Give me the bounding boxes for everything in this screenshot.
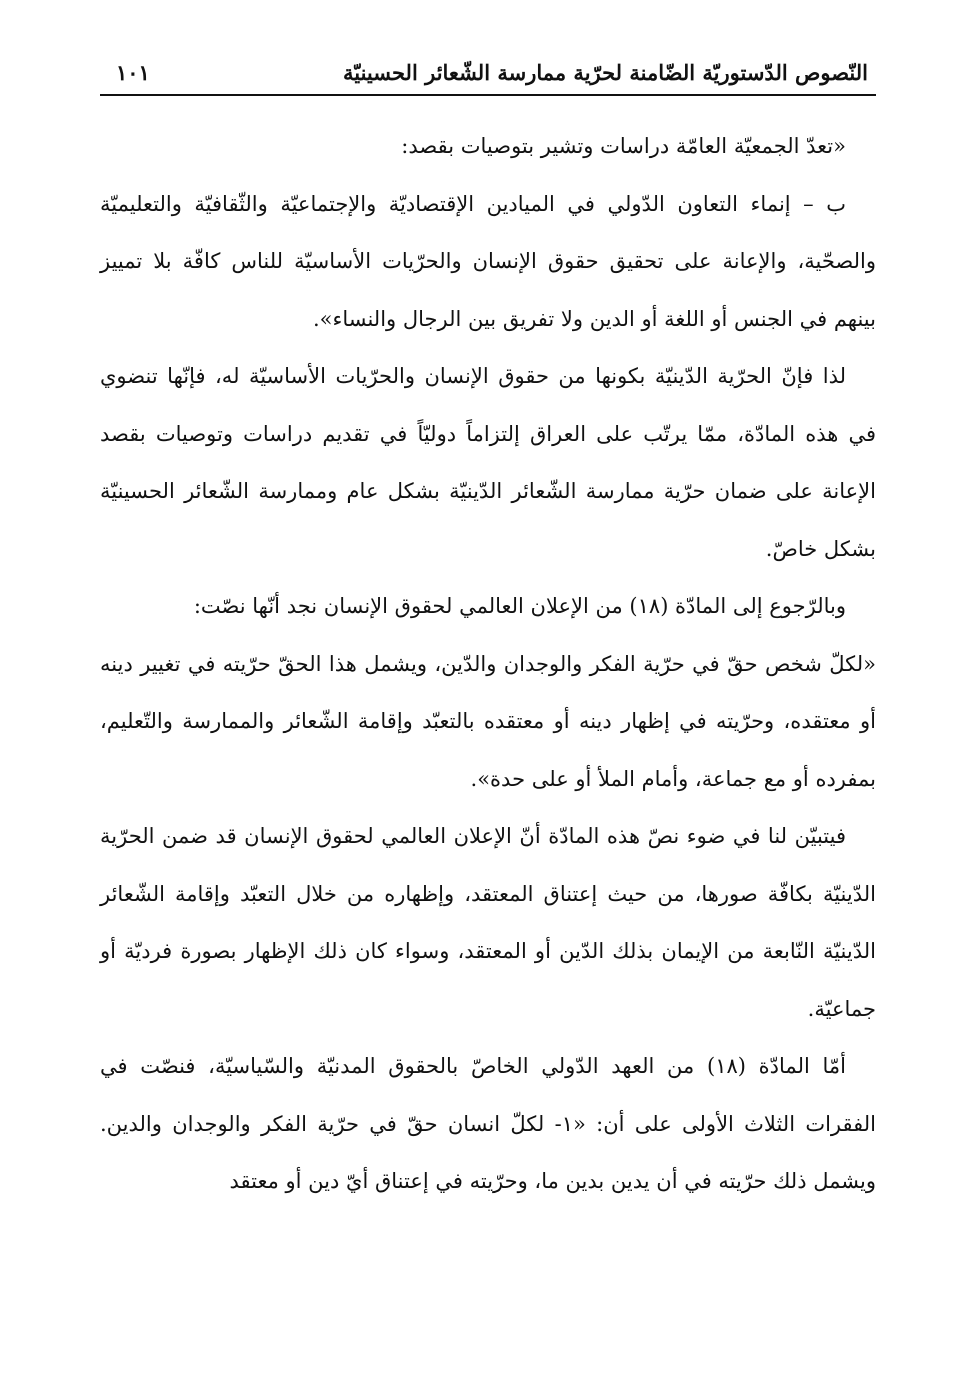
page-header [100, 48, 876, 96]
page-body [100, 118, 876, 1211]
paragraph-article-18-intro: وبالرّجوع إلى المادّة (١٨) من الإعلان العالمي لحقوق الإنسان نجد أنّها نصّت: [193, 594, 846, 618]
paragraph-declaration-analysis: فيتبيّن لنا في ضوء نصّ هذه المادّة أنّ الإعلان العالمي لحقوق الإنسان قد ضمن الحرّية الدّينيّة بكافّة صورها، من حيث إعتناق المعتقد، وإظهاره من خلال التعبّد وإقامة الشّعائر الدّينيّة النّابعة من الإيمان بذلك الدّين أو المعتقد، وسواء كان ذلك الإظهار بصورة فرديّة أو جماعيّة. [100, 824, 876, 1021]
running-title: النّصوص الدّستوريّة الضّامنة لحرّية ممارسة الشّعائر الحسينيّة [343, 60, 868, 85]
paragraph-religious-freedom: لذا فإنّ الحرّية الدّينيّة بكونها من حقوق الإنسان والحرّيات الأساسيّة له، فإنّها تنضوي في هذه المادّة، ممّا يرتّب على العراق إلتزاماً دوليّاً في تقديم دراسات وتوصيات بقصد الإعانة على ضمان حرّية ممارسة الشّعائر الدّينيّة بشكل عام وممارسة الشّعائر الحسينيّة بشكل خاصّ. [100, 364, 876, 561]
paragraph-quote-item-b: ب – إنماء التعاون الدّولي في الميادين الإقتصاديّة والإجتماعيّة والثّقافيّة والتعليميّة والصحّية، والإعانة على تحقيق حقوق الإنسان والحرّيات الأساسيّة للناس كافّة بلا تمييز بينهم في الجنس أو اللغة أو الدين ولا تفريق بين الرجال والنساء». [100, 191, 876, 331]
document-page [100, 48, 876, 1368]
paragraph-article-18-quote: «لكلّ شخص حقّ في حرّية الفكر والوجدان والدّين، ويشمل هذا الحقّ حرّيته في تغيير دينه أو معتقده، وحرّيته في إظهار دينه أو معتقده بالتعبّد وإقامة الشّعائر والممارسة والتّعليم، بمفرده أو مع جماعة، وأمام الملأ أو على حدة». [100, 651, 876, 791]
paragraph-quote-intro: «تعدّ الجمعيّة العامّة دراسات وتشير بتوصيات بقصد: [401, 134, 846, 158]
page-number: ١٠١ [116, 60, 150, 85]
paragraph-covenant-article-18: أمّا المادّة (١٨) من العهد الدّولي الخاصّ بالحقوق المدنيّة والسّياسيّة، فنصّت في الفقرات الثلاث الأولى على أن: «١- لكلّ انسان حقّ في حرّية الفكر والوجدان والدين. ويشمل ذلك حرّيته في أن يدين بدين ما، وحرّيته في إعتناق أيّ دين أو معتقد [100, 1054, 876, 1193]
